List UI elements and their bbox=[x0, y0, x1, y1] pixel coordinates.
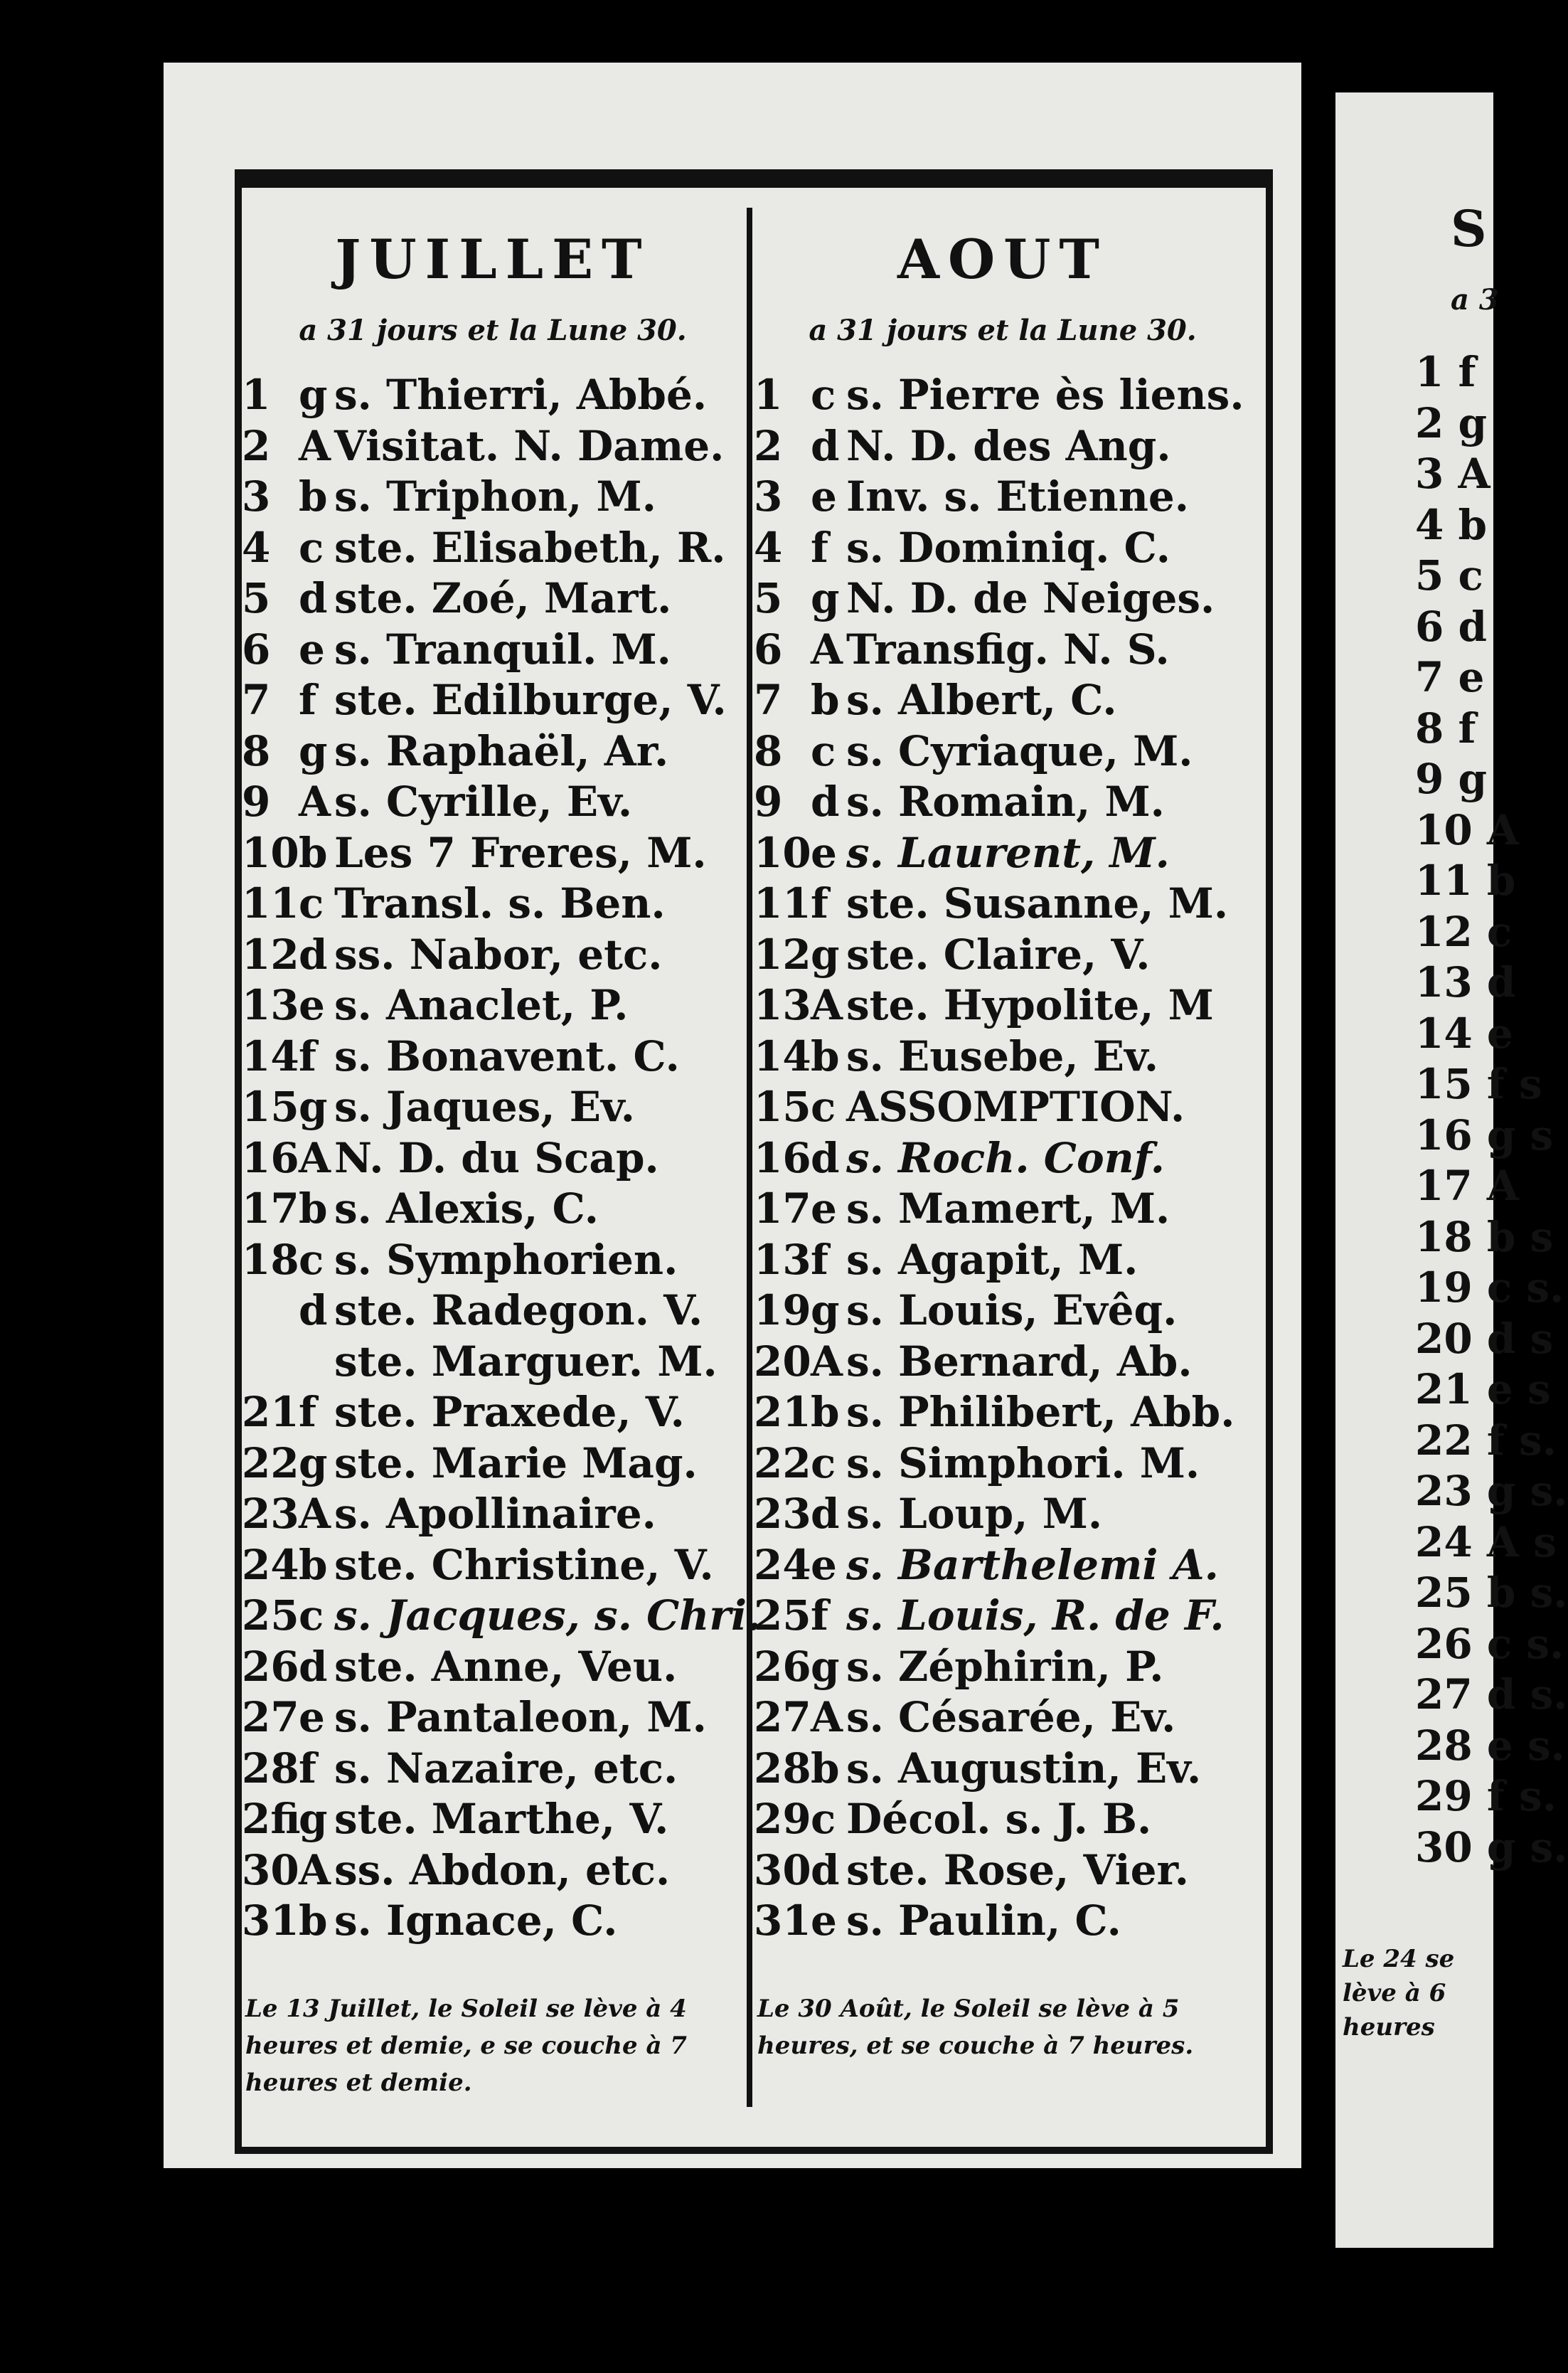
saint-name: s. Symphorien. bbox=[334, 1235, 678, 1284]
dominical-letter: c bbox=[299, 523, 324, 572]
dominical-letter: f bbox=[811, 523, 828, 572]
day-row bbox=[754, 828, 1252, 879]
next-page-day-row: 7 e bbox=[1415, 653, 1485, 701]
saint-name: ste. Christine, V. bbox=[334, 1540, 714, 1589]
day-number: 11 bbox=[754, 879, 811, 928]
saint-name: Les 7 Freres, M. bbox=[334, 828, 707, 877]
day-row bbox=[242, 1184, 744, 1235]
day-row bbox=[242, 1642, 744, 1693]
dominical-letter: A bbox=[811, 981, 843, 1029]
dominical-letter: g bbox=[811, 1286, 840, 1334]
next-page-day-row: 13 d bbox=[1415, 958, 1516, 1007]
day-number: 27 bbox=[754, 1693, 811, 1741]
dominical-letter: e bbox=[811, 828, 837, 877]
dominical-letter: c bbox=[811, 1438, 836, 1487]
dominical-letter: g bbox=[299, 1438, 328, 1487]
dominical-letter: f bbox=[299, 1743, 316, 1793]
next-page-day-row: 20 d s bbox=[1415, 1314, 1554, 1363]
day-row bbox=[242, 726, 744, 777]
column-divider bbox=[747, 208, 752, 2107]
day-row bbox=[754, 930, 1252, 981]
saint-name: s. Simphori. M. bbox=[846, 1438, 1200, 1487]
dominical-letter: c bbox=[811, 1083, 836, 1131]
day-number: 19 bbox=[754, 1286, 811, 1334]
dominical-letter: c bbox=[299, 1591, 324, 1640]
day-number: 27 bbox=[242, 1693, 299, 1741]
next-page-day-row: 6 d bbox=[1415, 602, 1488, 651]
day-number: 8 bbox=[242, 726, 271, 775]
dominical-letter: d bbox=[299, 1642, 328, 1691]
next-page-day-row: 2 g bbox=[1415, 398, 1488, 447]
day-row bbox=[242, 625, 744, 676]
next-page-heading: S bbox=[1451, 199, 1487, 258]
dominical-letter: d bbox=[811, 1133, 840, 1182]
saint-name: s. Bernard, Ab. bbox=[846, 1337, 1193, 1386]
saint-name: s. Barthelemi A. bbox=[846, 1540, 1219, 1589]
day-row bbox=[242, 1692, 744, 1743]
saint-name: Décol. s. J. B. bbox=[846, 1795, 1152, 1843]
dominical-letter: b bbox=[299, 1184, 328, 1233]
dominical-letter: d bbox=[811, 1845, 840, 1894]
day-number: 31 bbox=[242, 1896, 299, 1945]
next-page-day-row: 5 c bbox=[1415, 551, 1483, 600]
dominical-letter: f bbox=[299, 1031, 316, 1081]
day-row bbox=[754, 726, 1252, 777]
saint-name: s. Romain, M. bbox=[846, 777, 1165, 826]
saint-name: Transl. s. Ben. bbox=[334, 879, 666, 928]
day-number: 20 bbox=[754, 1337, 811, 1386]
day-number: 2 bbox=[754, 421, 783, 470]
dominical-letter: g bbox=[299, 371, 328, 419]
august-day-list bbox=[754, 370, 1252, 1947]
day-row bbox=[754, 370, 1252, 421]
day-number: 28 bbox=[754, 1743, 811, 1793]
august-title: AOUT bbox=[897, 228, 1108, 291]
day-row bbox=[242, 421, 744, 472]
saint-name: s. Agapit, M. bbox=[846, 1235, 1138, 1284]
day-number: 7 bbox=[754, 676, 783, 724]
dominical-letter: c bbox=[299, 1235, 324, 1284]
saint-name: ste. Marthe, V. bbox=[334, 1795, 669, 1843]
july-subtitle: a 31 jours et la Lune 30. bbox=[299, 314, 687, 347]
dominical-letter: d bbox=[299, 1286, 328, 1334]
day-row bbox=[754, 523, 1252, 574]
saint-name: ste. Marguer. M. bbox=[334, 1337, 718, 1386]
next-page-day-row: 27 d s. bbox=[1415, 1670, 1568, 1719]
day-number: 21 bbox=[754, 1388, 811, 1436]
day-row bbox=[242, 1540, 744, 1591]
saint-name: N. D. de Neiges. bbox=[846, 574, 1215, 622]
day-row bbox=[242, 1285, 744, 1337]
dominical-letter: g bbox=[299, 1795, 328, 1843]
dominical-letter: c bbox=[811, 726, 836, 775]
day-number: 3 bbox=[754, 472, 783, 521]
dominical-letter: f bbox=[811, 1235, 828, 1284]
day-row bbox=[754, 777, 1252, 828]
saint-name: s. Paulin, C. bbox=[846, 1896, 1121, 1945]
dominical-letter: e bbox=[299, 625, 325, 674]
day-row bbox=[242, 1591, 762, 1642]
dominical-letter: f bbox=[811, 879, 828, 928]
saint-name: s. Dominiq. C. bbox=[846, 523, 1170, 572]
day-row bbox=[242, 1794, 744, 1845]
dominical-letter: e bbox=[299, 981, 325, 1029]
day-row bbox=[754, 1082, 1252, 1133]
day-number: 8 bbox=[754, 726, 783, 775]
day-row bbox=[242, 1082, 744, 1133]
saint-name: ste. Elisabeth, R. bbox=[334, 523, 726, 572]
dominical-letter: A bbox=[811, 625, 843, 674]
saint-name: ASSOMPTION. bbox=[846, 1083, 1185, 1131]
day-row bbox=[754, 1794, 1252, 1845]
dominical-letter: b bbox=[299, 1896, 328, 1945]
next-page-day-row: 8 f bbox=[1415, 704, 1476, 753]
day-row bbox=[754, 421, 1252, 472]
day-number: 7 bbox=[242, 676, 271, 724]
dominical-letter: g bbox=[299, 726, 328, 775]
day-number: 30 bbox=[754, 1845, 811, 1894]
saint-name: s. Laurent, M. bbox=[846, 828, 1170, 877]
dominical-letter: e bbox=[811, 1184, 837, 1233]
day-row bbox=[242, 828, 744, 879]
saint-name: s. Raphaël, Ar. bbox=[334, 726, 669, 775]
dominical-letter: d bbox=[811, 777, 840, 826]
day-number: 30 bbox=[242, 1845, 299, 1894]
day-number: 10 bbox=[242, 828, 299, 877]
day-row bbox=[242, 1743, 744, 1795]
day-row bbox=[754, 1133, 1252, 1184]
dominical-letter: A bbox=[299, 1133, 331, 1182]
day-number: 15 bbox=[242, 1083, 299, 1131]
next-page-day-row: 12 c bbox=[1415, 907, 1513, 956]
dominical-letter: d bbox=[299, 930, 328, 979]
next-page-day-row: 9 g bbox=[1415, 755, 1488, 803]
day-row bbox=[242, 878, 744, 930]
day-row bbox=[754, 1591, 1252, 1642]
saint-name: ste. Edilburge, V. bbox=[334, 676, 727, 724]
dominical-letter: f bbox=[299, 676, 316, 724]
saint-name: s. Ignace, C. bbox=[334, 1896, 618, 1945]
day-number: 18 bbox=[242, 1235, 299, 1284]
day-row bbox=[754, 1743, 1252, 1795]
dominical-letter: b bbox=[811, 676, 840, 724]
day-row bbox=[242, 573, 744, 625]
day-row bbox=[242, 1438, 744, 1490]
day-number: 1 bbox=[754, 371, 783, 419]
dominical-letter: e bbox=[811, 1896, 837, 1945]
day-row bbox=[754, 1896, 1252, 1947]
next-page-day-row: 16 g s bbox=[1415, 1110, 1554, 1159]
day-row bbox=[242, 675, 744, 726]
day-row bbox=[754, 1438, 1252, 1490]
day-number: 12 bbox=[242, 930, 299, 979]
day-number: 13 bbox=[754, 981, 811, 1029]
dominical-letter: g bbox=[299, 1083, 328, 1131]
day-number: 24 bbox=[754, 1540, 811, 1589]
saint-name: Transfig. N. S. bbox=[846, 625, 1170, 674]
august-column bbox=[754, 221, 1252, 1947]
dominical-letter: A bbox=[299, 421, 331, 470]
dominical-letter: e bbox=[811, 472, 837, 521]
saint-name: ste. Claire, V. bbox=[846, 930, 1151, 979]
day-row bbox=[242, 370, 744, 421]
dominical-letter: g bbox=[811, 574, 840, 622]
next-page-day-row: 1 f bbox=[1415, 348, 1476, 396]
saint-name: ss. Abdon, etc. bbox=[334, 1845, 671, 1894]
day-number: 31 bbox=[754, 1896, 811, 1945]
day-number: 22 bbox=[242, 1438, 299, 1487]
july-title: JUILLET bbox=[335, 228, 651, 291]
day-number: 6 bbox=[754, 625, 783, 674]
next-page-day-row: 25 b s. bbox=[1415, 1568, 1568, 1617]
saint-name: ste. Praxede, V. bbox=[334, 1388, 685, 1436]
saint-name: s. Roch. Conf. bbox=[846, 1133, 1165, 1182]
day-number: 3 bbox=[242, 472, 271, 521]
next-page-day-row: 14 e bbox=[1415, 1009, 1513, 1058]
day-number: 14 bbox=[242, 1031, 299, 1081]
dominical-letter: A bbox=[299, 1845, 331, 1894]
day-number: 24 bbox=[242, 1540, 299, 1589]
next-page-day-row: 29 f s. bbox=[1415, 1772, 1557, 1820]
saint-name: s. Albert, C. bbox=[846, 676, 1117, 724]
dominical-letter: d bbox=[811, 1490, 840, 1538]
saint-name: s. Jacques, s. Chri. bbox=[334, 1591, 762, 1640]
day-number: 29 bbox=[754, 1795, 811, 1843]
july-column bbox=[242, 221, 762, 1947]
day-number: 17 bbox=[242, 1184, 299, 1233]
saint-name: s. Triphon, M. bbox=[334, 472, 656, 521]
day-number: 9 bbox=[754, 777, 783, 826]
day-row bbox=[242, 1133, 744, 1184]
next-page-day-row: 23 g s. bbox=[1415, 1467, 1568, 1515]
day-number: 5 bbox=[754, 574, 783, 622]
saint-name: Inv. s. Etienne. bbox=[846, 472, 1189, 521]
next-page-subtitle: a 3 bbox=[1451, 283, 1499, 317]
dominical-letter: b bbox=[299, 1540, 328, 1589]
saint-name: s. Pierre ès liens. bbox=[846, 371, 1244, 419]
day-row bbox=[242, 1235, 744, 1286]
day-row bbox=[242, 1337, 744, 1388]
saint-name: s. Zéphirin, P. bbox=[846, 1642, 1164, 1691]
saint-name: s. Eusebe, Ev. bbox=[846, 1031, 1159, 1081]
next-page-day-list bbox=[1415, 347, 1568, 1873]
saint-name: ste. Radegon. V. bbox=[334, 1286, 703, 1334]
dominical-letter: b bbox=[811, 1031, 840, 1081]
day-row bbox=[754, 1285, 1252, 1337]
saint-name: s. Augustin, Ev. bbox=[846, 1743, 1202, 1793]
dominical-letter: e bbox=[811, 1540, 837, 1589]
dominical-letter: b bbox=[811, 1743, 840, 1793]
saint-name: s. Nazaire, etc. bbox=[334, 1743, 678, 1793]
day-number: 21 bbox=[242, 1388, 299, 1436]
day-row bbox=[242, 472, 744, 523]
dominical-letter: d bbox=[811, 421, 840, 470]
dominical-letter: f bbox=[299, 1388, 316, 1436]
july-day-list bbox=[242, 370, 762, 1947]
saint-name: ste. Rose, Vier. bbox=[846, 1845, 1189, 1894]
day-row bbox=[242, 930, 744, 981]
day-number: 25 bbox=[754, 1591, 811, 1640]
dominical-letter: A bbox=[811, 1337, 843, 1386]
august-subtitle: a 31 jours et la Lune 30. bbox=[809, 314, 1197, 347]
next-page-day-row: 11 b bbox=[1415, 856, 1516, 905]
day-number: 14 bbox=[754, 1031, 811, 1081]
next-page-day-row: 18 b s bbox=[1415, 1212, 1554, 1261]
day-number: 9 bbox=[242, 777, 271, 826]
next-page-day-row: 19 c s. bbox=[1415, 1263, 1564, 1312]
day-number: 28 bbox=[242, 1743, 299, 1793]
day-number: 6 bbox=[242, 625, 271, 674]
next-page-day-row: 4 b bbox=[1415, 500, 1488, 549]
day-number: 22 bbox=[754, 1438, 811, 1487]
day-row bbox=[754, 1540, 1252, 1591]
day-number: 11 bbox=[242, 879, 299, 928]
saint-name: s. Louis, R. de F. bbox=[846, 1591, 1225, 1640]
saint-name: ste. Zoé, Mart. bbox=[334, 574, 672, 622]
day-row bbox=[242, 1031, 744, 1083]
day-row bbox=[754, 625, 1252, 676]
dominical-letter: c bbox=[299, 879, 324, 928]
saint-name: s. Loup, M. bbox=[846, 1490, 1103, 1538]
saint-name: ste. Marie Mag. bbox=[334, 1438, 698, 1487]
saint-name: N. D. des Ang. bbox=[846, 421, 1171, 470]
dominical-letter: f bbox=[811, 1591, 828, 1640]
day-number: 2 bbox=[242, 421, 271, 470]
day-row bbox=[754, 1642, 1252, 1693]
next-page-day-row: 28 e s. bbox=[1415, 1721, 1565, 1770]
next-page-day-row: 24 A s bbox=[1415, 1517, 1557, 1566]
saint-name: s. Philibert, Abb. bbox=[846, 1388, 1235, 1436]
next-page-day-row: 26 c s. bbox=[1415, 1619, 1564, 1668]
day-row bbox=[754, 1235, 1252, 1286]
day-number: 23 bbox=[754, 1490, 811, 1538]
saint-name: s. Bonavent. C. bbox=[334, 1031, 680, 1081]
day-row bbox=[754, 878, 1252, 930]
saint-name: s. Césarée, Ev. bbox=[846, 1693, 1176, 1741]
saint-name: s. Tranquil. M. bbox=[334, 625, 671, 674]
dominical-letter: b bbox=[811, 1388, 840, 1436]
saint-name: s. Thierri, Abbé. bbox=[334, 371, 708, 419]
dominical-letter: d bbox=[299, 574, 328, 622]
august-sun-note: Le 30 Août, le Soleil se lève à 5 heures, et se couche à 7 heures. bbox=[757, 1995, 1194, 2060]
day-row bbox=[242, 1845, 744, 1896]
day-number: 17 bbox=[754, 1184, 811, 1233]
day-number: 23 bbox=[242, 1490, 299, 1538]
saint-name: Visitat. N. Dame. bbox=[334, 421, 725, 470]
saint-name: ss. Nabor, etc. bbox=[334, 930, 663, 979]
saint-name: s. Louis, Evêq. bbox=[846, 1286, 1178, 1334]
day-row bbox=[754, 1031, 1252, 1083]
day-number: 16 bbox=[754, 1133, 811, 1182]
day-row bbox=[242, 1387, 744, 1438]
day-number: 25 bbox=[242, 1591, 299, 1640]
day-number: 26 bbox=[242, 1642, 299, 1691]
next-page-day-row: 17 A bbox=[1415, 1162, 1519, 1210]
dominical-letter: c bbox=[811, 1795, 836, 1843]
day-number: 13 bbox=[754, 1235, 811, 1284]
dominical-letter: e bbox=[299, 1693, 325, 1741]
next-page-day-row: 10 A bbox=[1415, 805, 1519, 854]
next-page-note: Le 24 se lève à 6 heures bbox=[1343, 1945, 1455, 2042]
dominical-letter: c bbox=[811, 371, 836, 419]
saint-name: s. Mamert, M. bbox=[846, 1184, 1170, 1233]
day-number: 10 bbox=[754, 828, 811, 877]
dominical-letter: A bbox=[299, 777, 331, 826]
day-row bbox=[754, 1387, 1252, 1438]
saint-name: ste. Susanne, M. bbox=[846, 879, 1229, 928]
day-number: 2fi bbox=[242, 1795, 301, 1843]
day-number: 1 bbox=[242, 371, 271, 419]
dominical-letter: g bbox=[811, 930, 840, 979]
saint-name: ste. Anne, Veu. bbox=[334, 1642, 678, 1691]
dominical-letter: A bbox=[299, 1490, 331, 1538]
next-page-day-row: 30 g s. bbox=[1415, 1822, 1568, 1872]
day-row bbox=[242, 523, 744, 574]
day-number: 4 bbox=[242, 523, 271, 572]
day-row bbox=[754, 472, 1252, 523]
july-sun-note: Le 13 Juillet, le Soleil se lève à 4 heures et demie, e se couche à 7 heures et demie. bbox=[245, 1995, 687, 2097]
saint-name: s. Cyriaque, M. bbox=[846, 726, 1193, 775]
day-row bbox=[754, 1845, 1252, 1896]
day-row bbox=[242, 1896, 744, 1947]
saint-name: s. Pantaleon, M. bbox=[334, 1693, 707, 1741]
day-number: 13 bbox=[242, 981, 299, 1029]
day-number: 4 bbox=[754, 523, 783, 572]
day-row bbox=[754, 675, 1252, 726]
saint-name: s. Alexis, C. bbox=[334, 1184, 599, 1233]
day-row bbox=[754, 980, 1252, 1031]
day-number: 12 bbox=[754, 930, 811, 979]
dominical-letter: b bbox=[299, 828, 328, 877]
day-row bbox=[242, 777, 744, 828]
saint-name: s. Cyrille, Ev. bbox=[334, 777, 633, 826]
saint-name: ste. Hypolite, M bbox=[846, 981, 1214, 1029]
day-row bbox=[754, 573, 1252, 625]
saint-name: s. Jaques, Ev. bbox=[334, 1083, 635, 1131]
dominical-letter: b bbox=[299, 472, 328, 521]
day-row bbox=[754, 1184, 1252, 1235]
next-page-day-row: 15 f s bbox=[1415, 1060, 1542, 1108]
day-number: 26 bbox=[754, 1642, 811, 1691]
saint-name: s. Anaclet, P. bbox=[334, 981, 629, 1029]
next-page-day-row: 21 e s bbox=[1415, 1365, 1551, 1413]
day-number: 15 bbox=[754, 1083, 811, 1131]
day-row bbox=[754, 1489, 1252, 1540]
day-number: 5 bbox=[242, 574, 271, 622]
next-page-day-row: 3 A bbox=[1415, 450, 1490, 498]
next-page-day-row: 22 f s. bbox=[1415, 1416, 1557, 1465]
day-row bbox=[242, 1489, 744, 1540]
day-row bbox=[754, 1692, 1252, 1743]
saint-name: s. Apollinaire. bbox=[334, 1490, 656, 1538]
day-row bbox=[754, 1337, 1252, 1388]
dominical-letter: A bbox=[811, 1693, 843, 1741]
day-number: 16 bbox=[242, 1133, 299, 1182]
dominical-letter: g bbox=[811, 1642, 840, 1691]
saint-name: N. D. du Scap. bbox=[334, 1133, 659, 1182]
day-row bbox=[242, 980, 744, 1031]
